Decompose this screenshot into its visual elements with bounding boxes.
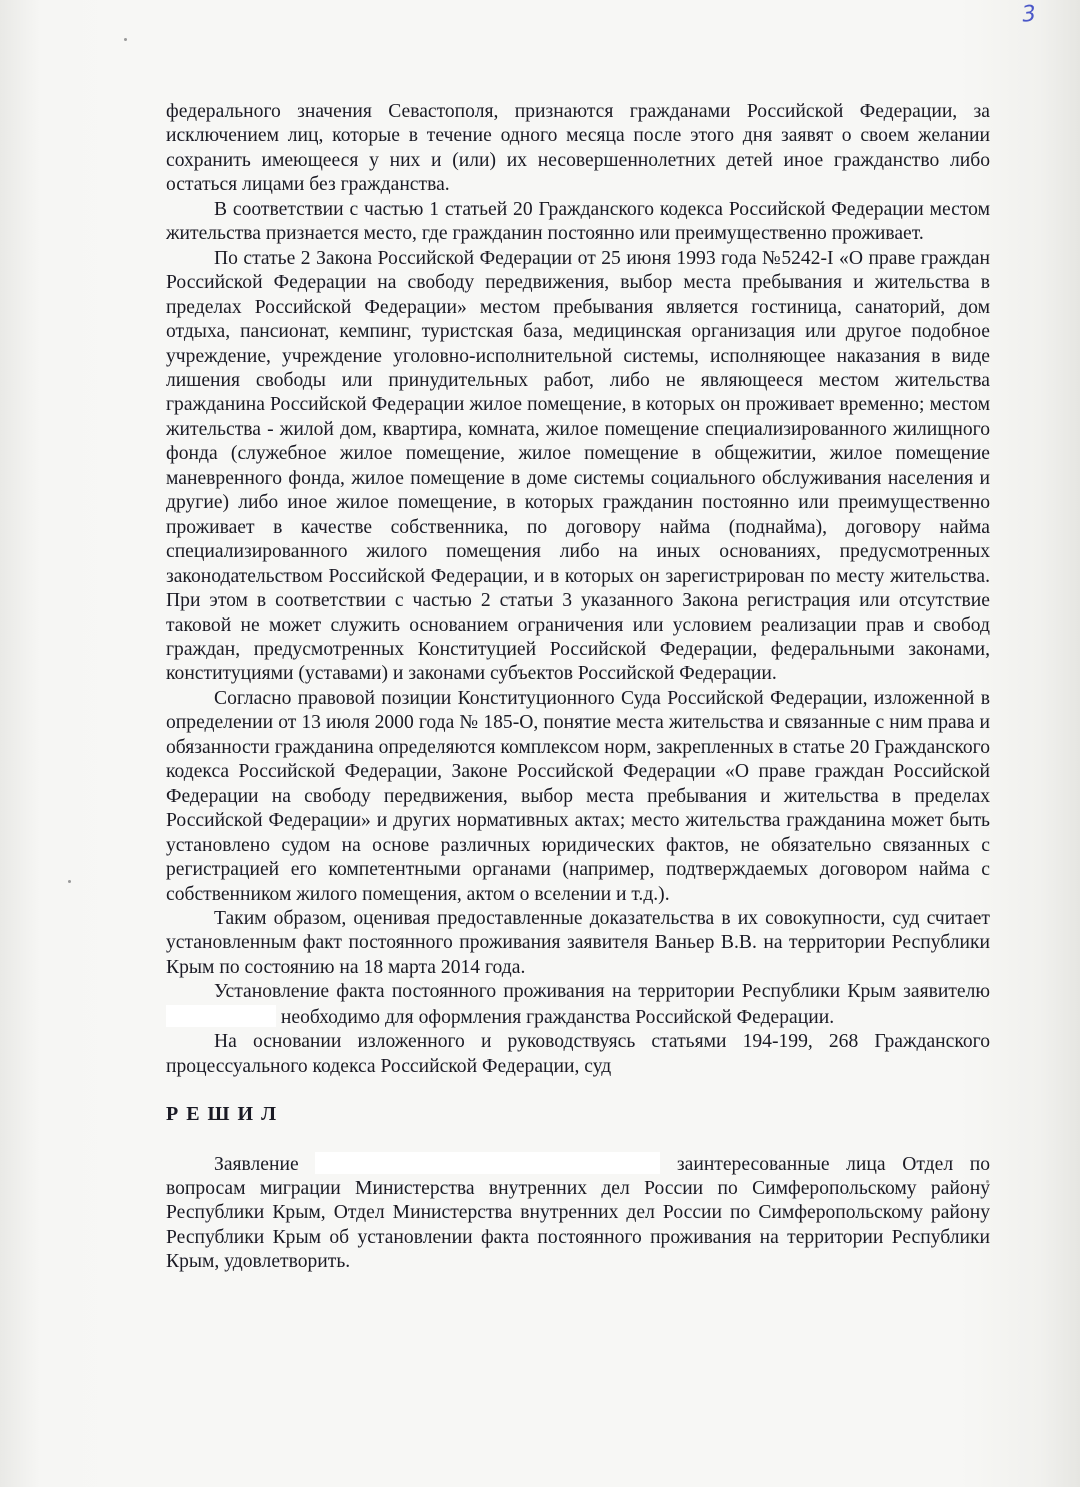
scan-speck (124, 38, 127, 41)
paragraph: На основании изложенного и руководствуясь статьями 194-199, 268 Гражданского процессуального кодекса Российской Федерации, суд (166, 1031, 990, 1077)
redaction-box (166, 1005, 276, 1027)
paragraph: Согласно правовой позиции Конституционного Суда Российской Федерации, изложенной в определении от 13 июля 2000 года № 185-О, понятие места жительства и связанные с ним права и обязанности гражданина определяются комплексом норм, закрепленных в статье 20 Гражданского кодекса Российской Федерации, Законе Российской Федерации «О праве граждан Российской Федерации на свободу передвижения, выбор места пребывания и жительства в пределах Российской Федерации» и других нормативных актах; место жительства гражданина может быть установлено судом на основе различных юридических фактов, не обязательно связанных с регистрацией его компетентными органами (например, подтверждаемых договором найма с собственником жилого помещения, актом о вселении и т.д.). (166, 687, 990, 905)
paragraph: В соответствии с частью 1 статьей 20 Гражданского кодекса Российской Федерации местом жительства признается место, где гражданин постоянно или преимущественно проживает. (166, 198, 990, 245)
decision-text-before: Заявление (214, 1153, 299, 1175)
page-number: 3 (1020, 1, 1038, 28)
paragraph: федерального значения Севастополя, признаются гражданами Российской Федерации, за исключением лиц, которые в течение одного месяца после этого дня заявят о своем желании сохранить имеющееся у них и (или) их несовершеннолетних детей иное гражданство либо остаться лицами без гражданства. (166, 101, 990, 196)
decision-section (166, 1152, 990, 1275)
paragraph: По статье 2 Закона Российской Федерации от 25 июня 1993 года №5242-I «О праве граждан Российской Федерации на свободу передвижения, выбор места пребывания и жительства в пределах Российской Федерации» местом пребывания является гостиница, санаторий, дом отдыха, пансионат, кемпинг, туристская база, медицинская организация или другое подобное учреждение, учреждение уголовно-исполнительной системы, исполняющее наказания в виде лишения свободы или принудительных работ, либо не являющееся местом жительства гражданина Российской Федерации жилое помещение, в которых он проживает временно; местом жительства - жилой дом, квартира, комната, жилое помещение специализированного жилищного фонда (служебное жилое помещение, жилое помещение в общежитии, жилое помещение маневренного фонда, жилое помещение в доме системы социального обслуживания населения и другие) либо иное жилое помещение, в которых гражданин постоянно или преимущественно проживает в качестве собственника, по договору найма (поднайма), договору найма специализированного жилого помещения либо на иных основаниях, предусмотренных законодательством Российской Федерации, и в которых он зарегистрирован по месту жительства. При этом в соответствии с частью 2 статьи 3 указанного Закона регистрация или отсутствие таковой не может служить основанием ограничения или условием реализации прав и свобод граждан, предусмотренных Конституцией Российской Федерации, федеральными законами, конституциями (уставами) и законами субъектов Российской Федерации. (166, 247, 990, 685)
paragraph-with-redaction (166, 980, 990, 1030)
decision-text-after: заинтересованные лица Отдел по вопросам миграции Министерства внутренних дел России по Симферопольскому району Республики Крым, Отдел Министерства внутренних дел России по Симферопольскому району Республики Крым об установлении факта постоянного проживания на территории Республики Крым, удовлетворить. (166, 1153, 990, 1273)
decision-paragraph (166, 1152, 990, 1275)
paragraph: Таким образом, оценивая предоставленные доказательства в их совокупности, суд считает установленным факт постоянного проживания заявителя Ваньер В.В. на территории Республики Крым по состоянию на 18 марта 2014 года. (166, 907, 990, 978)
redaction-box (315, 1152, 660, 1174)
decision-heading: РЕШИЛ (166, 1103, 284, 1126)
paragraph-text-after: необходимо для оформления гражданства Российской Федерации. (280, 1006, 835, 1028)
document-body (166, 100, 990, 1275)
scan-speck (68, 880, 71, 883)
paragraph-text-before: Установление факта постоянного проживания на территории Республики Крым заявителю (214, 981, 990, 1003)
